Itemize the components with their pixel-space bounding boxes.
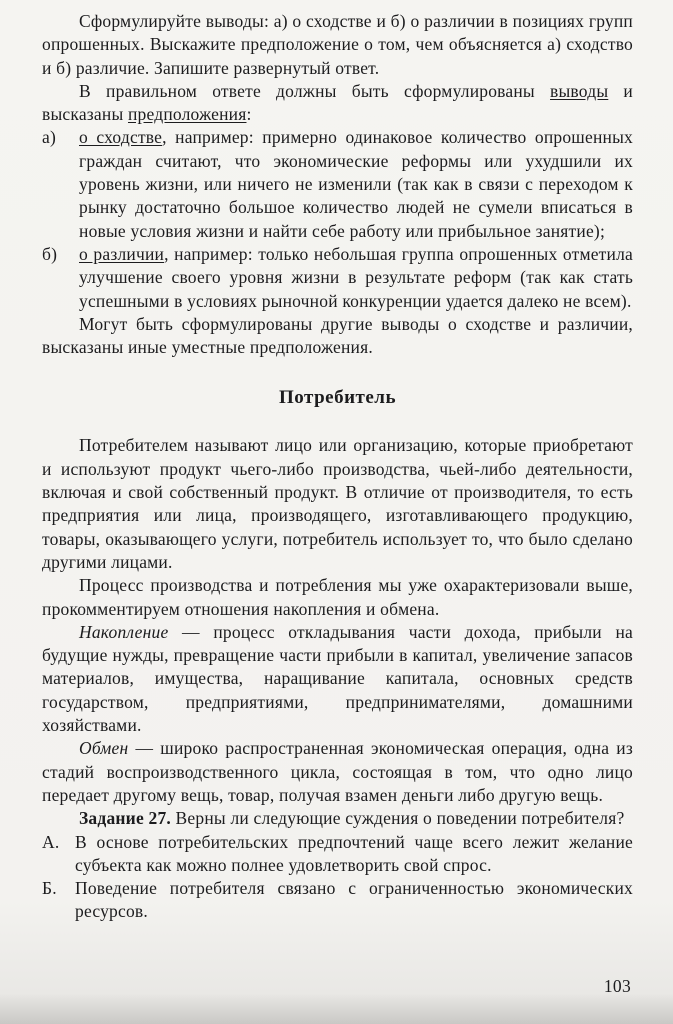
list-marker-b: б) [42,243,58,264]
list-item-a [42,126,633,242]
term-accumulation: Накопление [79,621,169,642]
underlined-phrase-difference: о различии [79,243,165,264]
term-exchange: Обмен [79,738,129,759]
paragraph-consumer-definition: Потребителем называют лицо или организацию, которые приобретают и используют продукт чьего-либо производства, чьей-либо деятельности, включая и свой собственный продукт. В отличие от производителя, то есть предприятия или лица, производящего, изготавливающего продукцию, товары, оказывающего услуги, потребитель использует то, что было сделано другими лицами. [42,435,633,572]
statement-marker-a: А. [42,831,60,852]
text-run: В правильном ответе должны быть сформулированы [79,80,551,101]
page-number: 103 [603,976,631,996]
statement-item-b [42,877,633,924]
text-run: — широко распространенная экономическая операция, одна из стадий воспроизводственного цикла, состоящая в том, что одно лицо передает другому вещь, товар, получая взамен деньги либо другую вещь. [42,738,633,805]
text-run: В основе потребительских предпочтений чаще всего лежит желание субъекта как можно полнее удовлетворить свой спрос. [75,831,633,875]
text-run: Поведение потребителя связано с ограниченностью экономических ресурсов. [75,878,633,922]
paragraph-task-27 [42,807,633,830]
underlined-word-predpolozheniya: предположения [127,104,247,125]
paragraph-correct-answer [42,80,633,127]
section-heading: Потребитель [278,387,396,409]
task-number-label: Задание 27. [79,808,171,829]
text-run: : [246,104,252,125]
text-run: Верны ли следующие суждения о поведении потребителя? [170,808,625,829]
list-item-b [42,243,633,313]
statement-item-a [42,831,633,878]
paragraph-instructions: Сформулируйте выводы: а) о сходстве и б) о различии в позициях групп опрошенных. Выскажите предположение о том, чем объясняется а) сходство и б) различие. Запишите развернутый ответ. [42,11,633,78]
paragraph-accumulation [42,621,633,737]
paragraph-other-conclusions: Могут быть сформулированы другие выводы о сходстве и различии, высказаны иные уместные предположения. [42,313,633,358]
underlined-phrase-similarity: о сходстве [79,127,163,148]
text-run: и высказаны [42,80,633,125]
paragraph-exchange [42,737,633,807]
text-run: , например: примерно одинаковое количество опрошенных граждан считают, что экономические реформы или ухудшили их уровень жизни, или ничего не изменили (так как в связи с переходом к рынку достаточно большое количество людей не сумели вписаться в новые условия жизни и найти себе работу или прибыльное занятие); [79,127,633,241]
text-run: — процесс откладывания части дохода, прибыли на будущие нужды, превращение части прибыли в капитал, увеличение запасов материалов, имущества, наращивание капитала, основных средств государством, предприятиями, предпринимателями, домашними хозяйствами. [42,621,633,736]
underlined-word-vyvody: выводы [550,80,609,101]
list-marker-a: а) [42,127,56,148]
text-run: , например: только небольшая группа опрошенных отметила улучшение своего уровня жизни в результате реформ (так как стать успешными в условиях рыночной конкуренции удается далеко не всем). [79,243,633,311]
statement-marker-b: Б. [42,878,57,899]
paragraph-process: Процесс производства и потребления мы уже охарактеризовали выше, прокомментируем отношения накопления и обмена. [42,575,633,619]
